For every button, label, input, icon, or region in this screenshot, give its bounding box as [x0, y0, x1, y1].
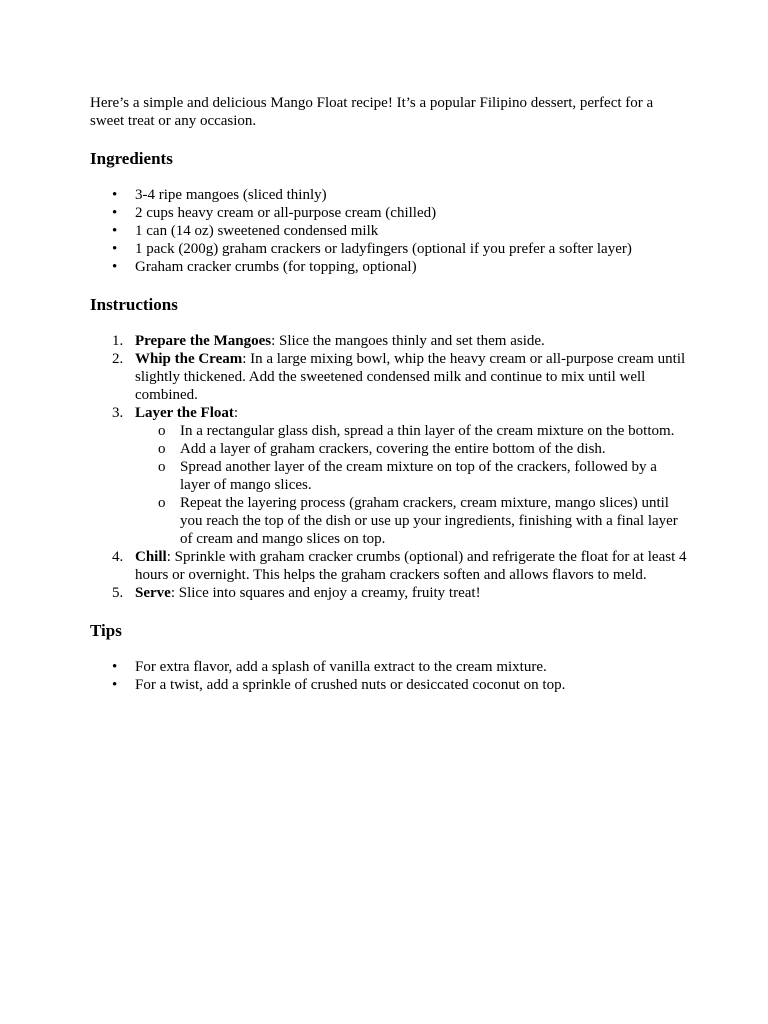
- step-text: : Sprinkle with graham cracker crumbs (optional) and refrigerate the float for at least 4 hours or overnight. This helps the graham crackers soften and allows flavors to meld.: [135, 549, 687, 583]
- sub-bullet-marker: o: [158, 495, 166, 511]
- step-number: 4.: [112, 549, 124, 565]
- sub-step-list: [135, 422, 690, 548]
- tip-text: For extra flavor, add a splash of vanilla extract to the cream mixture.: [135, 659, 547, 675]
- ingredient-text: 1 can (14 oz) sweetened condensed milk: [135, 223, 379, 239]
- step-title: Chill: [135, 549, 167, 565]
- step-number: 2.: [112, 351, 124, 367]
- sub-step-text: Spread another layer of the cream mixture on top of the crackers, followed by a layer of mango slices.: [180, 459, 657, 493]
- bullet-marker: •: [112, 223, 118, 239]
- ingredients-heading: Ingredients: [90, 149, 173, 168]
- list-item: [90, 204, 690, 222]
- ingredient-text: Graham cracker crumbs (for topping, optional): [135, 259, 417, 275]
- bullet-marker: •: [112, 259, 118, 275]
- step-item: [90, 404, 690, 548]
- tip-text: For a twist, add a sprinkle of crushed nuts or desiccated coconut on top.: [135, 677, 566, 693]
- intro-paragraph: Here’s a simple and delicious Mango Float recipe! It’s a popular Filipino dessert, perfect for a sweet treat or any occasion.: [90, 95, 654, 129]
- step-text: : Slice the mangoes thinly and set them aside.: [271, 333, 545, 349]
- bullet-marker: •: [112, 187, 118, 203]
- step-item: [90, 332, 690, 350]
- sub-bullet-marker: o: [158, 459, 166, 475]
- step-text: : Slice into squares and enjoy a creamy, fruity treat!: [170, 585, 481, 601]
- step-title: Serve: [135, 585, 171, 601]
- bullet-marker: •: [112, 677, 118, 693]
- sub-step-item: [135, 494, 690, 548]
- list-item: [90, 258, 690, 276]
- step-item: [90, 584, 690, 602]
- sub-bullet-marker: o: [158, 441, 166, 457]
- ingredient-text: 1 pack (200g) graham crackers or ladyfingers (optional if you prefer a softer layer): [135, 241, 632, 257]
- list-item: [90, 240, 690, 258]
- list-item: [90, 186, 690, 204]
- step-text: :: [233, 405, 239, 421]
- instructions-heading: Instructions: [90, 295, 178, 314]
- step-text: : In a large mixing bowl, whip the heavy cream or all-purpose cream until slightly thickened. Add the sweetened condensed milk and continue to mix until well combined.: [135, 351, 686, 403]
- sub-step-text: Repeat the layering process (graham crackers, cream mixture, mango slices) until you reach the top of the dish or use up your ingredients, finishing with a final layer of cream and mango slices on top.: [180, 495, 678, 547]
- step-item: [90, 548, 690, 584]
- step-number: 3.: [112, 405, 124, 421]
- bullet-marker: •: [112, 205, 118, 221]
- sub-bullet-marker: o: [158, 423, 166, 439]
- ingredient-text: 2 cups heavy cream or all-purpose cream (chilled): [135, 205, 437, 221]
- tips-heading: Tips: [90, 621, 122, 640]
- instructions-list: [90, 332, 690, 602]
- step-title: Whip the Cream: [135, 351, 243, 367]
- step-number: 1.: [112, 333, 124, 349]
- sub-step-item: [135, 422, 690, 440]
- list-item: [90, 676, 690, 694]
- bullet-marker: •: [112, 241, 118, 257]
- step-title: Layer the Float: [135, 405, 234, 421]
- bullet-marker: •: [112, 659, 118, 675]
- ingredients-list: [90, 186, 690, 276]
- step-title: Prepare the Mangoes: [135, 333, 272, 349]
- step-item: [90, 350, 690, 404]
- list-item: [90, 222, 690, 240]
- sub-step-text: In a rectangular glass dish, spread a thin layer of the cream mixture on the bottom.: [180, 423, 675, 439]
- sub-step-text: Add a layer of graham crackers, covering the entire bottom of the dish.: [180, 441, 606, 457]
- sub-step-item: [135, 458, 690, 494]
- list-item: [90, 658, 690, 676]
- document-page: [90, 94, 690, 694]
- step-number: 5.: [112, 585, 124, 601]
- sub-step-item: [135, 440, 690, 458]
- tips-list: [90, 658, 690, 694]
- ingredient-text: 3-4 ripe mangoes (sliced thinly): [135, 187, 327, 203]
